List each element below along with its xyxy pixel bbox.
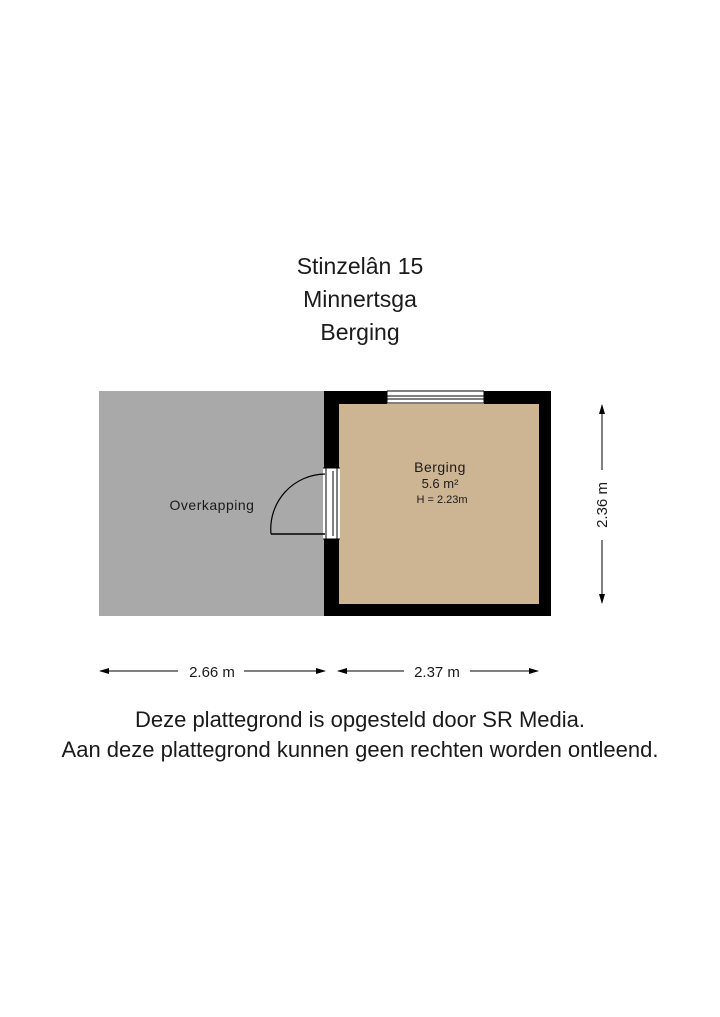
- address-street: Stinzelân 15: [296, 253, 424, 279]
- window-top: [387, 390, 484, 404]
- berging-label: Berging: [414, 459, 466, 475]
- dimension-depth-label: 2.36 m: [594, 482, 611, 528]
- berging-area: 5.6 m²: [421, 476, 459, 491]
- overkapping-label: Overkapping: [169, 497, 255, 513]
- disclaimer-line-1: Deze plattegrond is opgesteld door SR Media.: [134, 707, 586, 732]
- address-city: Minnertsga: [303, 286, 417, 312]
- dimension-width-right-label: 2.37 m: [414, 664, 460, 681]
- berging-height: H = 2.23m: [416, 494, 468, 506]
- dimension-width-left-label: 2.66 m: [189, 664, 235, 681]
- disclaimer-line-2: Aan deze plattegrond kunnen geen rechten worden ontleend.: [61, 737, 659, 762]
- floor-name: Berging: [320, 319, 400, 345]
- disclaimer: [0, 705, 720, 765]
